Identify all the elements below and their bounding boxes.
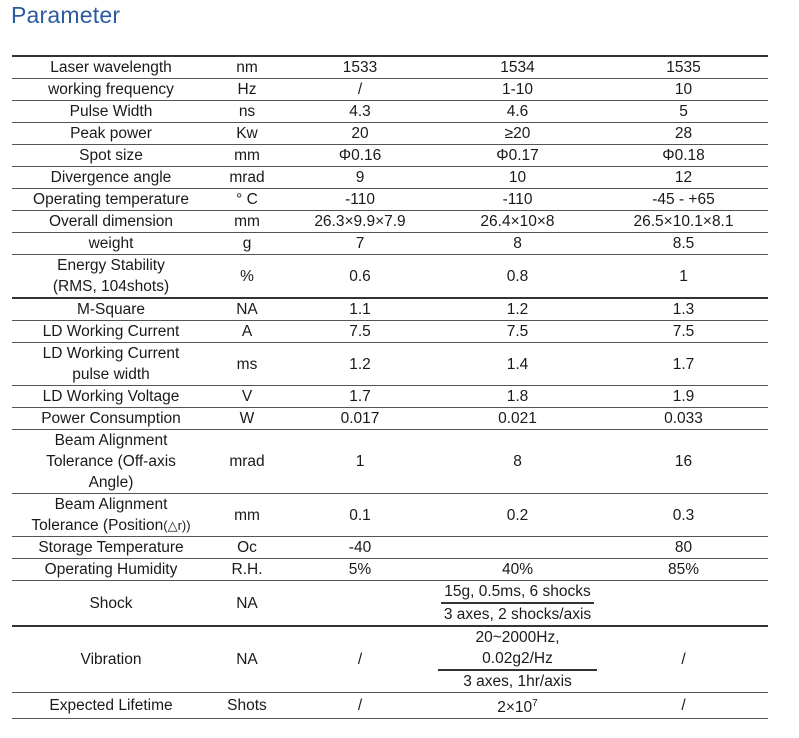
param-name: Overall dimension [12, 211, 210, 233]
param-unit: V [210, 386, 284, 408]
value-1: 7.5 [284, 321, 436, 343]
value-3: 12 [599, 167, 768, 189]
param-name: Divergence angle [12, 167, 210, 189]
param-name: Power Consumption [12, 408, 210, 430]
value-2: -110 [436, 189, 599, 211]
value-3: 1535 [599, 56, 768, 79]
param-name: LD Working Current pulse width [12, 343, 210, 386]
value-2: $2\times 10^7$ [436, 693, 599, 719]
table-row [12, 430, 768, 494]
param-unit: Kw [210, 123, 284, 145]
value-3: 10 [599, 79, 768, 101]
param-unit: A [210, 321, 284, 343]
value-2: 1-10 [436, 79, 599, 101]
value-2 [436, 537, 599, 559]
table-row [12, 343, 768, 386]
table-row [12, 79, 768, 101]
value-2: 15g, 0.5ms, 6 shocks 3 axes, 2 shocks/axis [436, 581, 599, 627]
param-name: LD Working Voltage [12, 386, 210, 408]
table-row [12, 559, 768, 581]
param-unit: Shots [210, 693, 284, 719]
param-unit: Hz [210, 79, 284, 101]
param-name: Spot size [12, 145, 210, 167]
table-row [12, 494, 768, 537]
param-unit: NA [210, 581, 284, 627]
table-row [12, 626, 768, 693]
value-3: / [599, 693, 768, 719]
value-3: 85% [599, 559, 768, 581]
value-2: 0.021 [436, 408, 599, 430]
value-1: 0.1 [284, 494, 436, 537]
param-unit: mrad [210, 430, 284, 494]
value-1: 5% [284, 559, 436, 581]
value-2: 0.2 [436, 494, 599, 537]
value-1: -110 [284, 189, 436, 211]
value-2: 4.6 [436, 101, 599, 123]
value-1: 0.6 [284, 255, 436, 299]
value-3: 80 [599, 537, 768, 559]
value-3: 5 [599, 101, 768, 123]
param-unit: W [210, 408, 284, 430]
param-unit: NA [210, 626, 284, 693]
table-row [12, 189, 768, 211]
value-1: 0.017 [284, 408, 436, 430]
value-2: 0.8 [436, 255, 599, 299]
value-1: 1533 [284, 56, 436, 79]
param-unit: R.H. [210, 559, 284, 581]
value-3: 8.5 [599, 233, 768, 255]
value-3: -45 - +65 [599, 189, 768, 211]
value-2: 1534 [436, 56, 599, 79]
param-name: Expected Lifetime [12, 693, 210, 719]
value-3: 1 [599, 255, 768, 299]
value-2: 10 [436, 167, 599, 189]
table-row [12, 211, 768, 233]
value-3: 1.3 [599, 298, 768, 321]
value-3: 0.033 [599, 408, 768, 430]
table-row [12, 386, 768, 408]
value-1: 26.3×9.9×7.9 [284, 211, 436, 233]
param-name: working frequency [12, 79, 210, 101]
value-2: 7.5 [436, 321, 599, 343]
param-name: weight [12, 233, 210, 255]
value-2: 8 [436, 233, 599, 255]
value-1: -40 [284, 537, 436, 559]
table-row [12, 408, 768, 430]
value-3: 16 [599, 430, 768, 494]
table-row [12, 233, 768, 255]
param-name: LD Working Current [12, 321, 210, 343]
value-2: 1.8 [436, 386, 599, 408]
param-name: Beam Alignment Tolerance (Off-axis Angle) [12, 430, 210, 494]
table-row [12, 298, 768, 321]
value-1: 1 [284, 430, 436, 494]
value-1: Φ0.16 [284, 145, 436, 167]
value-1: 4.3 [284, 101, 436, 123]
value-3: Φ0.18 [599, 145, 768, 167]
param-unit: mm [210, 211, 284, 233]
table-row [12, 167, 768, 189]
value-1: / [284, 626, 436, 693]
param-unit: mm [210, 494, 284, 537]
table-row [12, 56, 768, 79]
param-unit: Oc [210, 537, 284, 559]
value-1: 1.7 [284, 386, 436, 408]
param-name: M-Square [12, 298, 210, 321]
value-3: 0.3 [599, 494, 768, 537]
value-2: 1.4 [436, 343, 599, 386]
value-1 [284, 581, 436, 627]
param-unit: ns [210, 101, 284, 123]
param-unit: ° C [210, 189, 284, 211]
value-2: 8 [436, 430, 599, 494]
table-row [12, 537, 768, 559]
param-unit: mrad [210, 167, 284, 189]
param-name: Operating temperature [12, 189, 210, 211]
value-3 [599, 581, 768, 627]
value-1: 1.1 [284, 298, 436, 321]
param-unit: g [210, 233, 284, 255]
param-unit: NA [210, 298, 284, 321]
param-name: Energy Stability (RMS, 104shots) [12, 255, 210, 299]
table-row [12, 581, 768, 627]
param-name: Beam Alignment Tolerance (Position(△r)) [12, 494, 210, 537]
table-row [12, 255, 768, 299]
value-3: 1.9 [599, 386, 768, 408]
value-1: 1.2 [284, 343, 436, 386]
param-unit: mm [210, 145, 284, 167]
param-name: Operating Humidity [12, 559, 210, 581]
param-unit: ms [210, 343, 284, 386]
table-row [12, 693, 768, 719]
value-1: 9 [284, 167, 436, 189]
table-row [12, 123, 768, 145]
param-name: Shock [12, 581, 210, 627]
value-1: / [284, 693, 436, 719]
param-name: Peak power [12, 123, 210, 145]
param-name: Pulse Width [12, 101, 210, 123]
value-3: 26.5×10.1×8.1 [599, 211, 768, 233]
param-name: Laser wavelength [12, 56, 210, 79]
value-2: Φ0.17 [436, 145, 599, 167]
value-2: 1.2 [436, 298, 599, 321]
value-3: 7.5 [599, 321, 768, 343]
value-2: ≥20 [436, 123, 599, 145]
value-2: 20~2000Hz, 0.02g2/Hz 3 axes, 1hr/axis [436, 626, 599, 693]
parameter-table [12, 55, 768, 719]
value-1: 20 [284, 123, 436, 145]
param-unit: nm [210, 56, 284, 79]
table-row [12, 321, 768, 343]
param-name: Storage Temperature [12, 537, 210, 559]
param-unit: % [210, 255, 284, 299]
value-1: / [284, 79, 436, 101]
value-3: / [599, 626, 768, 693]
value-1: 7 [284, 233, 436, 255]
value-3: 28 [599, 123, 768, 145]
table-row [12, 101, 768, 123]
table-row [12, 145, 768, 167]
value-2: 26.4×10×8 [436, 211, 599, 233]
value-3: 1.7 [599, 343, 768, 386]
value-2: 40% [436, 559, 599, 581]
page-title: Parameter [11, 2, 121, 28]
param-name: Vibration [12, 626, 210, 693]
